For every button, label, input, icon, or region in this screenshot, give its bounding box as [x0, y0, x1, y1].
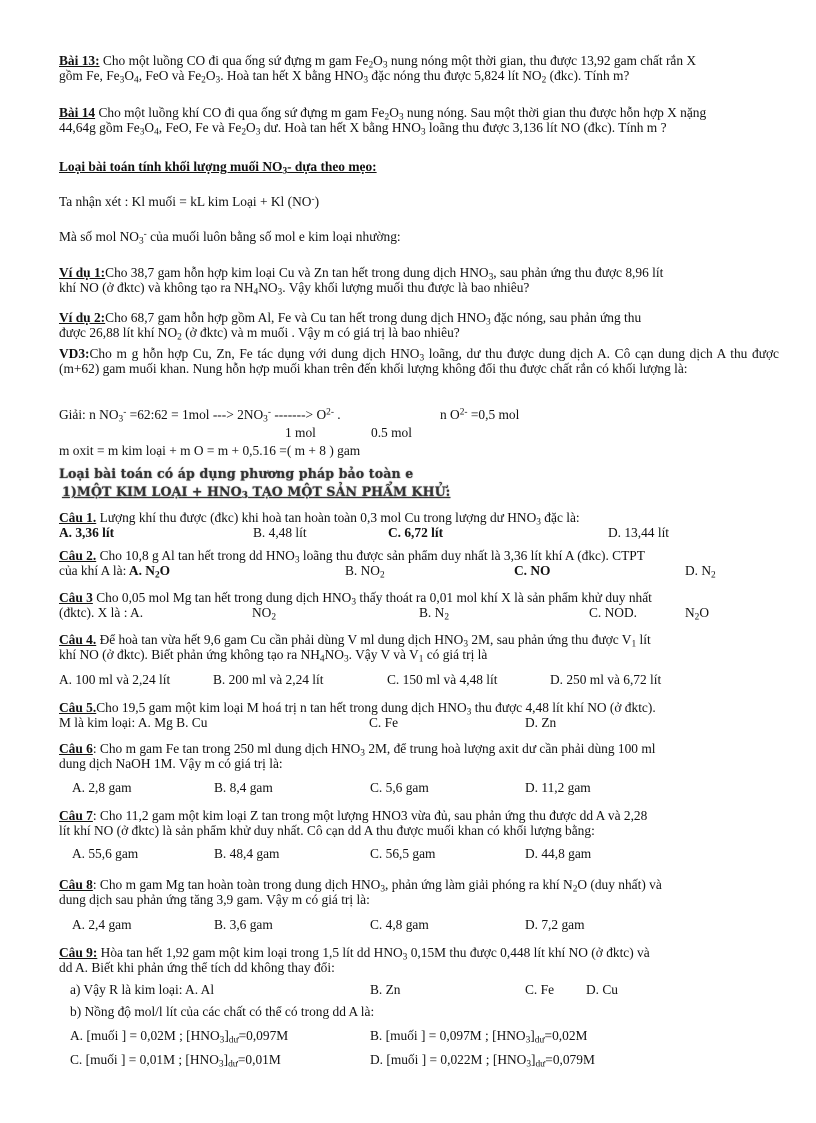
question-label: Câu 9:	[59, 945, 98, 960]
solution-line-1: Giải: n $NO_3^-$ =62:62 = 1mol ---> $2NO_3^-$ -------> $O^{2-}$ . n $O^{2-} =0,5$ mol	[59, 407, 520, 425]
question-label: Câu 4.	[59, 632, 97, 647]
question-8: Câu 8: Cho m gam Mg tan hoàn toàn trong dung dịch $HNO_3$, phản ứng làm giải phóng ra khí $N_2O$ (duy nhất) và dung dịch sau phản ứng tăng 3,9 gam. Vậy m có giá trị là: A. 2,4 gam B. 3,6 gam C. 4,8 gam D. 7,2 gam	[59, 877, 779, 933]
option-d: D. [muối ] = 0,022M ; $[HNO_3]_{dư}=0,079M$	[370, 1052, 595, 1070]
option-c: C. 4,8 gam	[370, 917, 429, 933]
example-1: Ví dụ 1:Cho 38,7 gam hỗn hợp kim loại Cu và Zn tan hết trong dung dịch $HNO_3$, sau phản ứng thu được 8,96 lít khí NO (ở đktc) và không tạo ra $NH_4NO_3$. Vậy khối lượng muối thu được là bao nhiêu?	[59, 265, 664, 298]
option-d: D. Zn	[525, 715, 557, 731]
question-label: Câu 6	[59, 741, 93, 756]
question-7: Câu 7: Cho 11,2 gam một kim loại Z tan trong một lượng HNO3 vừa đủ, sau phản ứng thu được dd A và 2,28 lít khí NO (ở đktc) là sản phẩm khử duy nhất. Cô cạn dd A thu được muối khan có khối lượng bằng: A. 55,6 gam B. 48,4 gam C. 56,5 gam D. 44,8 gam	[59, 808, 779, 862]
remark-line: Ta nhận xét : Kl muối = kL kim Loại + Kl (NO-)	[59, 194, 320, 209]
question-2-options: của khí A là: A. $N_2O$ B. $NO_2$ C. NO D. $N_2$	[59, 563, 716, 581]
question-1: Câu 1. Lượng khí thu được (đkc) khi hoà tan hoàn toàn 0,3 mol Cu trong lượng dư $HNO_3$ đặc là: A. 3,36 lít B. 4,48 lít C. 6,72 lít D. 13,44 lít	[59, 510, 779, 541]
question-9: Câu 9: Hòa tan hết 1,92 gam một kim loại trong 1,5 lít dd $HNO_3$ 0,15M thu được 0,448 lít khí NO (ở đktc) và dd A. Biết khi phản ứng thể tích dd không thay đổi: a) Vậy R là kim loại: A. Al B. Zn C. Fe D. Cu b) Nồng độ mol/l lít của các chất có thể có trong dd A là: A. [muối ] = 0,02M ; $[HNO_3]_{dư}=0,097M$ B. [muối ] = 0,097M ; $[HNO_3]_{dư}=0,02M$ C. [muối ] = 0,01M ; $[HNO_3]_{dư}=0,01M$ D. [muối ] = 0,022M ; $[HNO_3]_{dư}=0,079M$	[59, 945, 779, 1068]
option-d: C. NOD.	[589, 605, 637, 621]
option-e: $N_2O$	[685, 605, 710, 623]
option-b: B. 200 ml và 2,24 lít	[213, 672, 324, 688]
option-d: D. 44,8 gam	[525, 846, 592, 862]
example-label: Ví dụ 1:	[59, 265, 106, 280]
option-c: C. NO	[514, 563, 551, 579]
section-heading-electron: Loại bài toán có áp dụng phương pháp bảo toàn e	[59, 466, 414, 481]
question-5-options: M là kim loại: A. Mg B. Cu C. Fe D. Zn	[59, 715, 557, 731]
option-a: A. 3,36 lít	[59, 525, 115, 541]
question-4-options	[59, 672, 779, 688]
question-label: Câu 7	[59, 808, 93, 823]
question-7-options	[59, 846, 779, 862]
option-a: A. 100 ml và 2,24 lít	[59, 672, 171, 688]
question-label: Câu 8	[59, 877, 93, 892]
option-b: B. 48,4 gam	[214, 846, 280, 862]
option-d: D. 7,2 gam	[525, 917, 585, 933]
section-heading-1: 1)MỘT KIM LOẠI + $HNO_3$ TẠO MỘT SẢN PHẨM KHỬ:	[62, 484, 451, 502]
section-heading-salt: Loại bài toán tính khối lượng muối $NO_3-$ dựa theo mẹo:	[59, 159, 377, 177]
solution	[59, 407, 779, 459]
exercise-bai-14: Bài 14 Cho một luồng khí CO đi qua ống sứ đựng m gam $Fe_2O_3$ nung nóng. Sau một thời gian thu được hỗn hợp X nặng 44,64g gồm $Fe_3O_4$, FeO, Fe và $Fe_2O_3$ dư. Hoà tan hết X bằng $HNO_3$ loãng thu được 3,136 lít NO (đkc). Tính m ?	[59, 105, 707, 138]
option-b: B. 4,48 lít	[253, 525, 307, 541]
option-b: B. Zn	[370, 982, 401, 998]
option-a: A. 2,8 gam	[72, 780, 132, 796]
option-b: B. 8,4 gam	[214, 780, 273, 796]
example-3: VD3:Cho m g hỗn hợp Cu, Zn, Fe tác dụng với dung dịch $HNO_3$ loãng, dư thu được dung dịch A. Cô cạn dung dịch A thu được (m+62) gam muối khan. Nung hỗn hợp muối khan trên đến khối lượng không đổi thu được chất rắn có khối lượng là:	[59, 346, 779, 377]
option-a: A. 55,6 gam	[72, 846, 139, 862]
exercise-label: Bài 14	[59, 105, 96, 120]
example-2: Ví dụ 2:Cho 68,7 gam hỗn hợp gồm Al, Fe và Cu tan hết trong dung dịch $HNO_3$ đặc nóng, sau phản ứng thu được 26,88 lít khí $NO_2$ (ở đktc) và m muối . Vậy m có giá trị là bao nhiêu?	[59, 310, 642, 343]
option-c: B. $N_2$	[419, 605, 449, 623]
question-6-options	[59, 780, 779, 796]
question-6: Câu 6: Cho m gam Fe tan trong 250 ml dung dịch $HNO_3$ 2M, để trung hoà lượng axit dư cần phải dùng 100 ml dung dịch NaOH 1M. Vậy m có giá trị là: A. 2,8 gam B. 8,4 gam C. 5,6 gam D. 11,2 gam	[59, 741, 779, 796]
option-d: D. Cu	[586, 982, 618, 998]
solution-line-2: 1 mol 0.5 mol	[285, 425, 412, 440]
option-a: A. $N_2O$	[126, 563, 171, 581]
question-4: Câu 4. Để hoà tan vừa hết 9,6 gam Cu cần phải dùng V ml dung dịch $HNO_3$ 2M, sau phản ứng thu được $V_1$ lít khí NO (ở đktc). Biết phản ứng không tạo ra $NH_4NO_3$. Vậy V và $V_1$ có giá trị là A. 100 ml và 2,24 lít B. 200 ml và 2,24 lít C. 150 ml và 4,48 lít D. 250 ml và 6,72 lít	[59, 632, 779, 688]
option-b: $NO_2$	[252, 605, 277, 623]
example-label: Ví dụ 2:	[59, 310, 106, 325]
question-1-options	[59, 525, 779, 541]
question-9b-options-2	[59, 1052, 779, 1068]
question-9b-options-1	[59, 1028, 779, 1044]
option-c: C. 56,5 gam	[370, 846, 436, 862]
question-5: Câu 5.Cho 19,5 gam một kim loại M hoá trị n tan hết trong dung dịch $HNO_3$ thu được 4,48 lít khí NO (ở đktc). M là kim loại: A. Mg B. Cu C. Fe D. Zn	[59, 700, 779, 731]
option-c: C. 6,72 lít	[388, 525, 444, 541]
option-c: C. [muối ] = 0,01M ; $[HNO_3]_{dư}=0,01M$	[70, 1052, 281, 1070]
option-c: C. 150 ml và 4,48 lít	[387, 672, 498, 688]
example-label: VD3:	[59, 346, 90, 361]
option-d: D. 13,44 lít	[608, 525, 670, 541]
question-label: Câu 2.	[59, 548, 97, 563]
option-b: B. [muối ] = 0,097M ; $[HNO_3]_{dư}=0,02M$	[370, 1028, 588, 1046]
question-3: Câu 3 Cho 0,05 mol Mg tan hết trong dung dịch $HNO_3$ thấy thoát ra 0,01 mol khí X là sản phẩm khử duy nhất (đktc). X là : A. $NO_2$ B. $N_2$ C. NOD. $N_2O$	[59, 590, 779, 621]
option-d: D. 11,2 gam	[525, 780, 591, 796]
question-3-options: (đktc). X là : A. $NO_2$ B. $N_2$ C. NOD. $N_2O$	[59, 605, 710, 623]
solution-line-3: m oxit = m kim loại + m O = m + 0,5.16 =( m + 8 ) gam	[59, 443, 361, 458]
remark-line-2: Mà số mol $NO_3^-$ của muối luôn bằng số mol e kim loại nhường:	[59, 229, 401, 247]
option-c: C. Fe	[525, 982, 555, 998]
exercise-label: Bài 13:	[59, 53, 100, 68]
question-9b: b) Nồng độ mol/l lít của các chất có thể có trong dd A là:	[70, 1004, 375, 1020]
question-label: Câu 3	[59, 590, 93, 605]
question-2: Câu 2. Cho 10,8 g Al tan hết trong dd $HNO_3$ loãng thu được sản phẩm duy nhất là 3,36 lít khí A (đkc). CTPT của khí A là: A. $N_2O$ B. $NO_2$ C. NO D. $N_2$	[59, 548, 779, 579]
option-d: D. 250 ml và 6,72 lít	[550, 672, 662, 688]
option-d: D. $N_2$	[685, 563, 716, 581]
exercise-bai-13: Bài 13: Cho một luồng CO đi qua ống sứ đựng m gam $Fe_2O_3$ nung nóng một thời gian, thu được 13,92 gam chất rắn X gồm Fe, $Fe_3O_4$, FeO và $Fe_2O_3$. Hoà tan hết X bằng $HNO_3$ đặc nóng thu được 5,824 lít $NO_2$ (đkc). Tính m?	[59, 53, 697, 86]
question-8-options	[59, 917, 779, 933]
option-a: A. 2,4 gam	[72, 917, 132, 933]
option-c: C. 5,6 gam	[370, 780, 429, 796]
question-label: Câu 1.	[59, 510, 97, 525]
option-b: B. $NO_2$	[345, 563, 385, 581]
option-b: B. 3,6 gam	[214, 917, 273, 933]
question-9a: a) Vậy R là kim loại: A. Al B. Zn C. Fe D. Cu	[70, 982, 618, 998]
question-label: Câu 5.	[59, 700, 97, 715]
option-a: A. [muối ] = 0,02M ; $[HNO_3]_{dư}=0,097M$	[70, 1028, 289, 1046]
option-c: C. Fe	[369, 715, 399, 731]
